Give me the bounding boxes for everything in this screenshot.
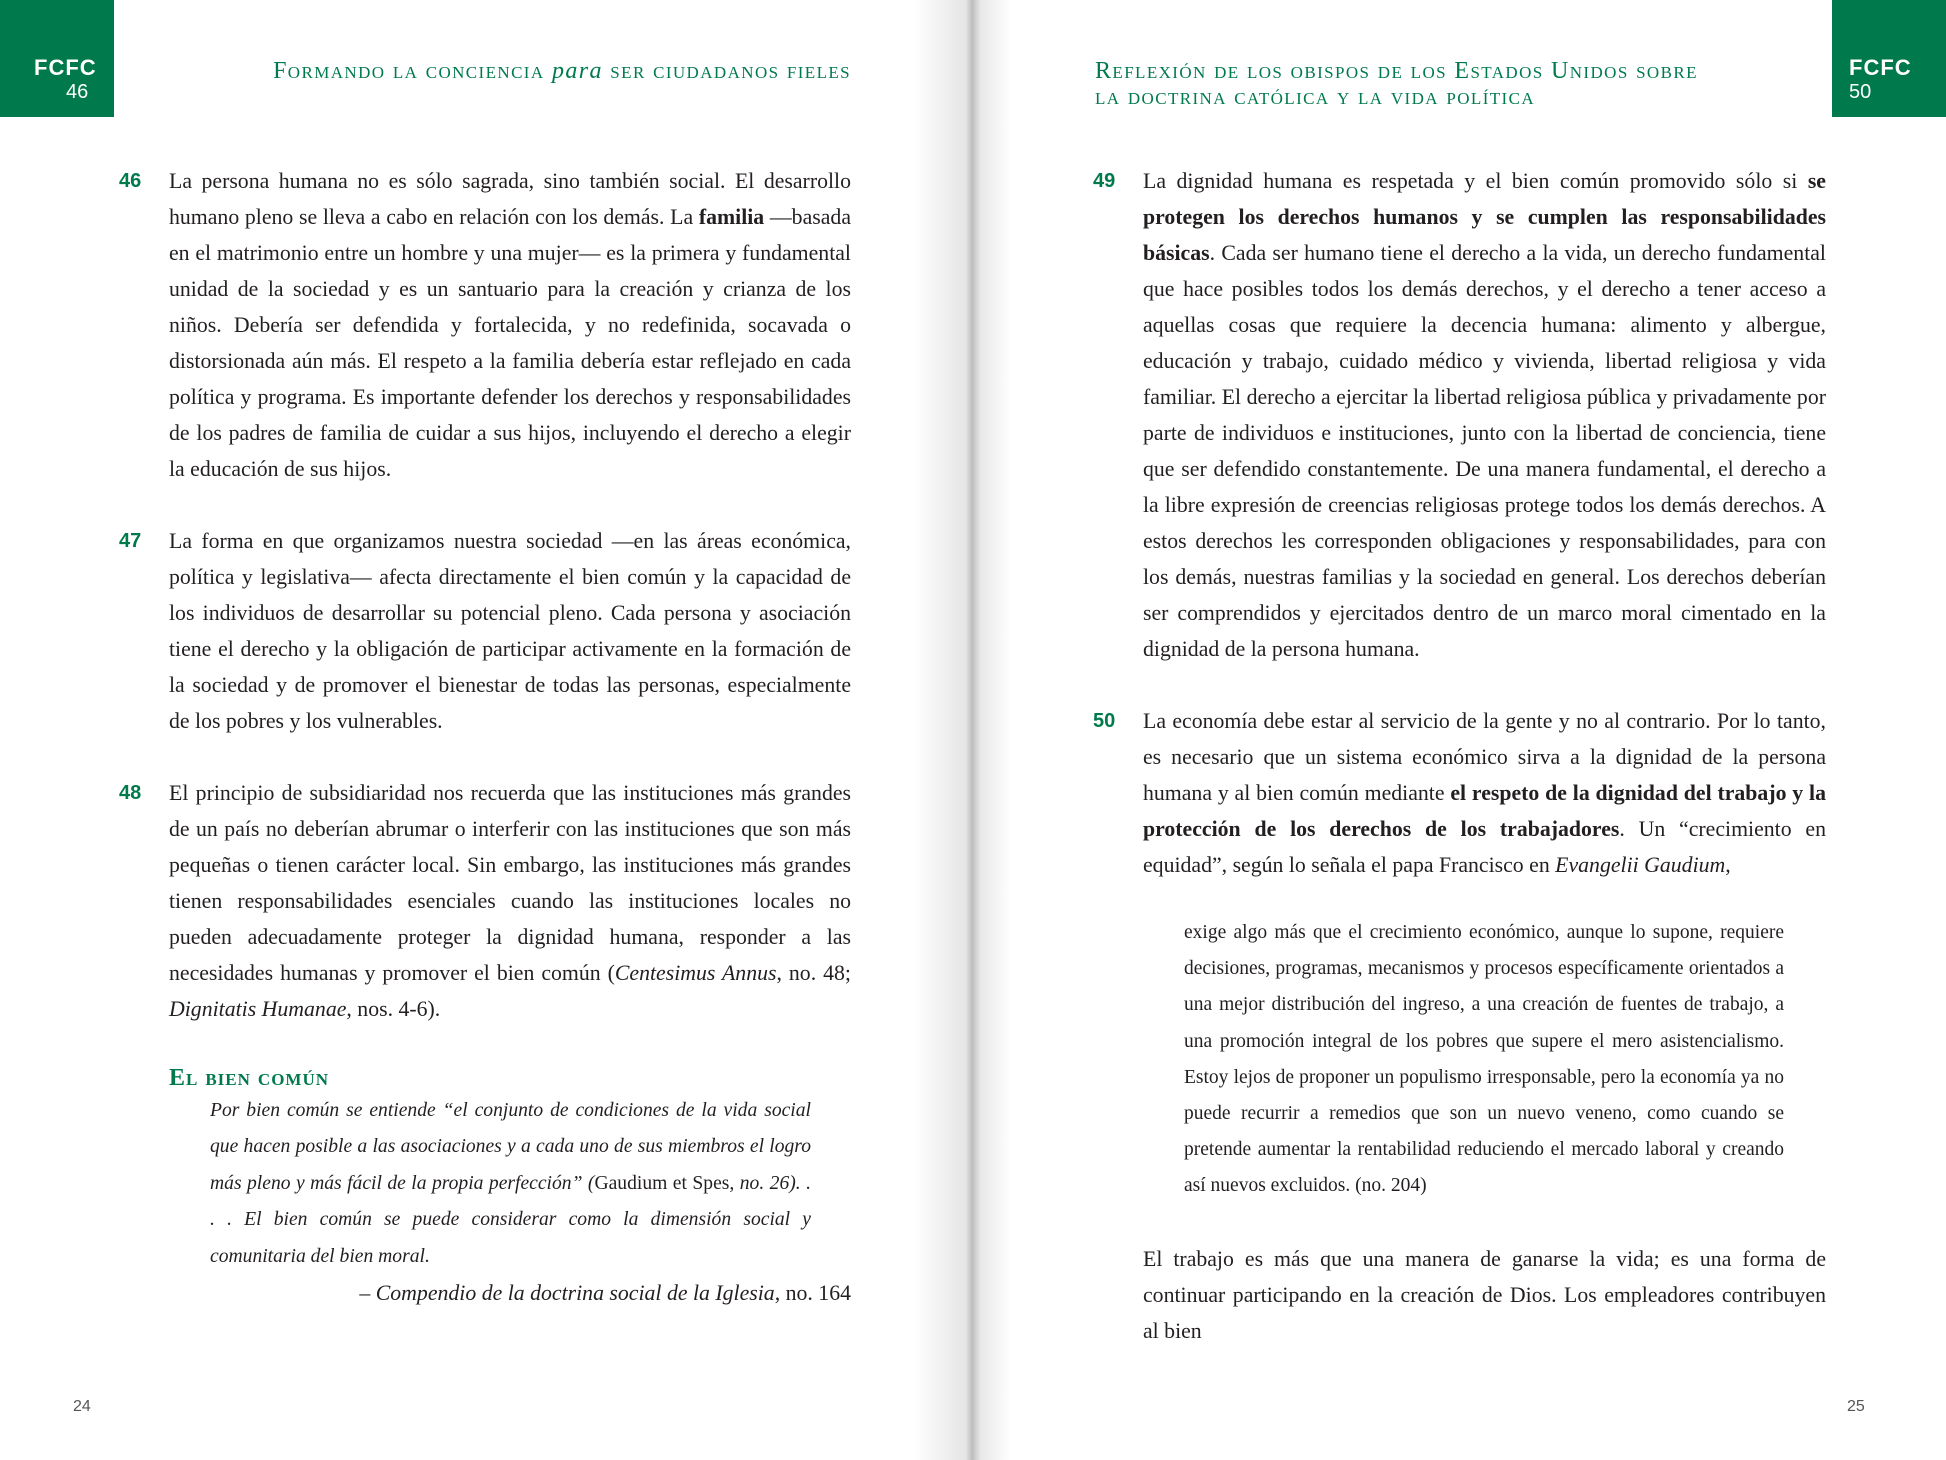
paragraph-text: . Un “crecimiento en equidad”, según lo señala el papa Francisco en	[1143, 817, 1826, 877]
left-page-content	[119, 163, 851, 1311]
badge-code: FCFC	[34, 55, 97, 80]
bold-term: el respeto de la dignidad del trabajo y la protección de los derechos de los trabajadores	[1143, 781, 1826, 841]
page-number-left: 24	[73, 1398, 91, 1415]
right-page-content	[1093, 163, 1826, 1349]
sidebar-attribution	[169, 1275, 851, 1311]
attribution-rest: , no. 164	[774, 1281, 851, 1306]
paragraph-50	[1093, 703, 1826, 883]
badge-number: 50	[1849, 81, 1872, 103]
bold-term: familia	[698, 205, 765, 229]
running-head-line1: Reflexión de los obispos de los Estados Unidos sobre	[1095, 58, 1698, 84]
paragraph-text: , nos. 4-6).	[346, 997, 441, 1021]
sidebar-title: El bien común	[169, 1065, 330, 1091]
bold-term: se protegen los derechos humanos y se cumplen las responsabilidades básicas	[1143, 169, 1826, 265]
paragraph-48	[119, 775, 851, 1027]
running-head-left	[273, 58, 851, 84]
citation-italic: Dignitatis Humanae	[169, 997, 347, 1021]
paragraph-text: . Cada ser humano tiene el derecho a la vida, un derecho fundamental que hace posibles todos los demás derechos, y el derecho a tener acceso a aquellas cosas que requiere la decencia humana: alimento y albergue, educación y trabajo, cuidado médico y vivienda, libertad religiosa y vida familiar. El derecho a ejercitar la libertad religiosa pública y privadamente por parte de individuos e instituciones, junto con la libertad de conciencia, tiene que ser defendido constantemente. De una manera fundamental, el derecho a la libre expresión de creencias religiosas protege todos los demás derechos. A estos derechos les corresponden obligaciones y responsabilidades, para con los demás, nuestras familias y la sociedad en general. Los derechos deberían ser comprendidos y ejercitados dentro de un marco moral cimentado en la dignidad de la persona humana.	[1143, 241, 1826, 661]
section-badge-left	[0, 0, 114, 117]
running-head-italic: para	[551, 58, 603, 84]
attribution-italic: – Compendio de la doctrina social de la Iglesia	[359, 1281, 775, 1306]
quote-text: Por bien común se entiende “el conjunto de condiciones de la vida social que hacen posible a las asociaciones y a cada uno de sus miembros el logro más pleno y más fácil de la propia perfección” (	[210, 1100, 811, 1194]
paragraph-number: 47	[119, 530, 142, 552]
paragraph-text: La dignidad humana es respetada y el bien común promovido sólo si	[1143, 169, 1808, 193]
block-quote: exige algo más que el crecimiento económico, aunque lo supone, requiere decisiones, programas, mecanismos y procesos específicamente orientados a una mejor distribución del ingreso, a una creación de fuentes de trabajo, a una promoción integral de los pobres que supere el mero asistencialismo. Estoy lejos de proponer un populismo irresponsable, pero la economía ya no puede recurrir a remedios que son un nuevo veneno, como cuando se pretende aumentar la rentabilidad reduciendo el mercado laboral y creando así nuevos excluidos. (no. 204)	[1184, 922, 1784, 1197]
paragraph-text: El principio de subsidiaridad nos recuerda que las instituciones más grandes de un país no deberían abrumar o interferir con las instituciones que son más pequeñas o tienen carácter local. Sin embargo, las instituciones más grandes tienen responsabilidades esenciales cuando las instituciones locales no pueden adecuadamente proteger la dignidad humana, responder a las necesidades humanas y promover el bien común (	[169, 781, 851, 985]
running-head-line2: la doctrina católica y la vida política	[1095, 84, 1536, 110]
quote-upright: Gaudium et Spes	[594, 1172, 730, 1194]
citation-italic: Centesimus Annus	[614, 961, 777, 985]
paragraph-number: 49	[1093, 170, 1116, 192]
running-head-part1: Formando la conciencia	[273, 58, 552, 84]
paragraph-text: ,	[1725, 853, 1731, 877]
citation-italic: Evangelii Gaudium	[1555, 853, 1726, 877]
paragraph-47	[119, 523, 851, 739]
paragraph-text: La economía debe estar al servicio de la gente y no al contrario. Por lo tanto, es necesario que un sistema económico sirva a la dignidad de la persona humana y al bien común mediante	[1143, 709, 1826, 805]
sidebar-bien-comun	[169, 1063, 851, 1311]
paragraph-number: 48	[119, 782, 142, 804]
paragraph-text: La forma en que organizamos nuestra sociedad —en las áreas económica, política y legislativa— afecta directamente el bien común y la capacidad de los individuos de desarrollar su potencial pleno. Cada persona y asociación tiene el derecho y la obligación de participar activamente en la formación de la sociedad y de promover el bienestar de todas las personas, especialmente de los pobres y los vulnerables.	[169, 529, 851, 733]
paragraph-46	[119, 163, 851, 487]
right-page	[973, 0, 1946, 1460]
running-head-right	[1095, 58, 1698, 110]
section-badge-right	[1832, 0, 1946, 117]
paragraph-49	[1093, 163, 1826, 667]
paragraph-text: La persona humana no es sólo sagrada, sino también social. El desarrollo humano pleno se lleva a cabo en relación con los demás. La	[169, 169, 851, 229]
paragraph-text: —basada en el matrimonio entre un hombre y una mujer— es la primera y fundamental unidad de la sociedad y es un santuario para la creación y crianza de los niños. Debería ser defendida y fortalecida, y no redefinida, socavada o distorsionada aún más. El respeto a la familia debería estar reflejado en cada política y programa. Es importante defender los derechos y responsabilidades de los padres de familia de cuidar a sus hijos, incluyendo el derecho a elegir la educación de sus hijos.	[169, 205, 851, 481]
badge-number: 46	[66, 81, 89, 103]
badge-code: FCFC	[1849, 55, 1912, 80]
paragraph-number: 46	[119, 170, 142, 192]
page-number-right: 25	[1847, 1398, 1865, 1415]
sidebar-quote	[210, 1093, 811, 1275]
quote-text: , no. 26). . . . El bien común se puede considerar como la dimensión social y comunitaria del bien moral.	[210, 1172, 811, 1267]
running-head-part2: ser ciudadanos fieles	[602, 58, 851, 84]
continuing-paragraph: El trabajo es más que una manera de ganarse la vida; es una forma de continuar participando en la creación de Dios. Los empleadores contribuyen al bien	[1143, 1246, 1826, 1343]
paragraph-number: 50	[1093, 710, 1116, 732]
gutter-shadow-right	[973, 0, 1011, 1460]
paragraph-text: , no. 48;	[776, 961, 851, 985]
gutter-shadow-left	[913, 0, 973, 1460]
